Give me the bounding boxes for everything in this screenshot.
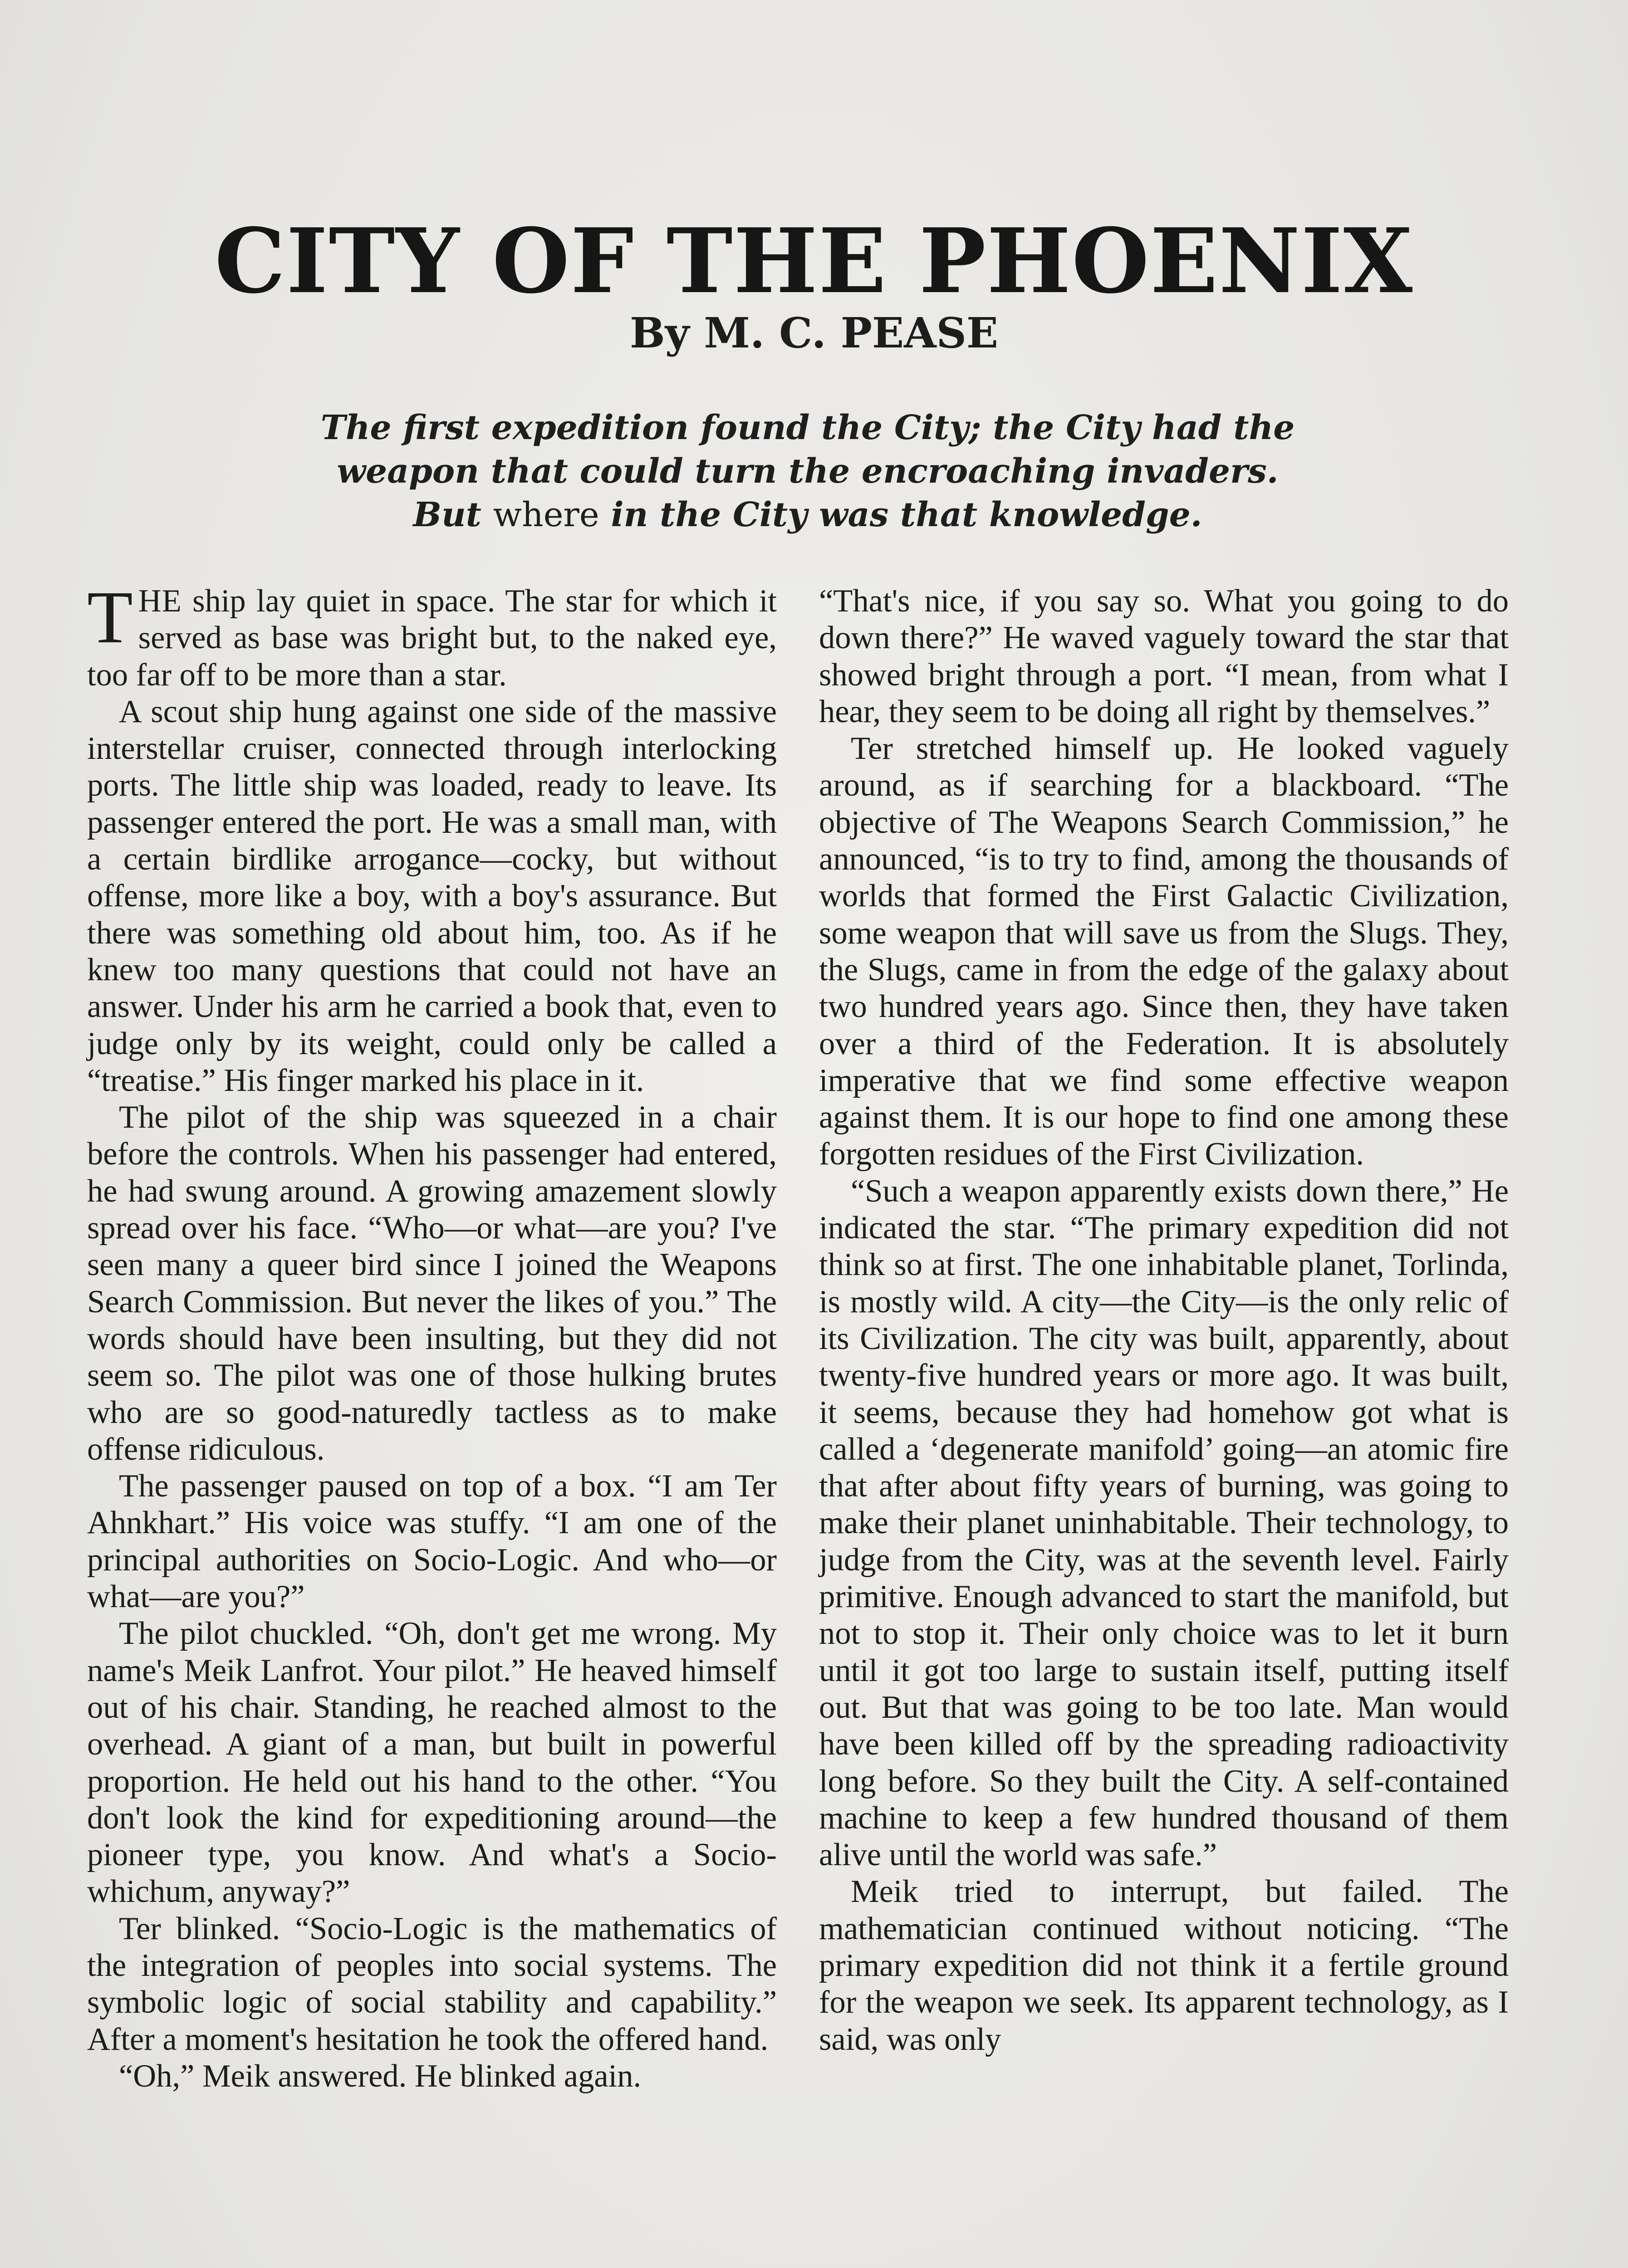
byline-author: M. C. PEASE xyxy=(704,308,999,357)
right-column xyxy=(819,583,1509,2058)
teaser-line-3-pre: But xyxy=(413,495,481,534)
left-column xyxy=(87,576,777,2095)
paragraph: Meik tried to interrupt, but failed. The mathematician continued without noticing. “The primary expedition did not think it a fertile ground for the weapon we seek. Its apparent technology, as I said, was only xyxy=(819,1874,1509,2057)
paragraph: Ter stretched himself up. He looked vaguely around, as if searching for a blackboard. “The objective of The Weapons Search Commission,” he announced, “is to try to find, among the thousands of worlds that formed the First Galactic Civilization, some weapon that will save us from the Slugs. They, the Slugs, came in from the edge of the galaxy about two hundred years ago. Since then, they have taken over a third of the Federation. It is absolutely imperative that we find some effective weapon against them. It is our hope to find one among these forgotten residues of the First Civilization. xyxy=(819,731,1509,1172)
paragraph: The pilot chuckled. “Oh, don't get me wrong. My name's Meik Lanfrot. Your pilot.” He heaved himself out of his chair. Standing, he reached almost to the overhead. A giant of a man, but built in powerful proportion. He held out his hand to the other. “You don't look the kind for expeditioning around—the pioneer type, you know. And what's a Socio-whichum, anyway?” xyxy=(87,1616,777,1910)
teaser-line-3-mid: where xyxy=(493,495,599,534)
paragraph: A scout ship hung against one side of the massive interstellar cruiser, connected through interlocking ports. The little ship was loaded, ready to leave. Its passenger entered the port. He was a small man, with a certain birdlike arrogance—cocky, but without offense, more like a boy, with a boy's assurance. But there was something old about him, too. As if he knew too many questions that could not have an answer. Under his arm he carried a book that, even to judge only by its weight, could only be called a “treatise.” His finger marked his place in it. xyxy=(87,694,777,1098)
paragraph: “Such a weapon apparently exists down there,” He indicated the star. “The primary expedition did not think so at first. The one inhabitable planet, Torlinda, is mostly wild. A city—the City—is the only relic of its Civilization. The city was built, apparently, about twenty-five hundred years or more ago. It was built, it seems, because they had homehow got what is called a ‘degenerate manifold’ going—an atomic fire that after about fifty years of burning, was going to make their planet uninhabitable. Their technology, to judge from the City, was at the seventh level. Fairly primitive. Enough advanced to start the manifold, but not to stop it. Their only choice was to let it burn until it got too large to sustain itself, putting itself out. But that was going to be too late. Man would have been killed off by the spreading radioactivity long before. So they built the City. A self-contained machine to keep a few hundred thousand of them alive until the world was safe.” xyxy=(819,1173,1509,1873)
paragraph: “Oh,” Meik answered. He blinked again. xyxy=(119,2058,642,2094)
teaser-line-3 xyxy=(318,493,1298,537)
paragraph: The pilot of the ship was squeezed in a chair before the controls. When his passenger had entered, he had swung around. A growing amazement slowly spread over his face. “Who—or what—are you? I've seen many a queer bird since I joined the Weapons Search Commission. But never the likes of you.” The words should have been insulting, but they did not seem so. The pilot was one of those hulking brutes who are so good-naturedly tactless as to make offense ridiculous. xyxy=(87,1100,777,1467)
story-teaser xyxy=(318,406,1298,537)
paragraph-text: ship lay quiet in space. The star for which it served as base was bright but, to the naked eye, too far off to be more than a star. xyxy=(87,583,777,693)
paragraph: The passenger paused on top of a box. “I am Ter Ahnkhart.” His voice was stuffy. “I am one of the principal authorities on Socio-Logic. And who—or what—are you?” xyxy=(87,1468,777,1615)
teaser-line-3-post: in the City was that knowledge. xyxy=(611,495,1202,534)
byline xyxy=(0,308,1628,357)
byline-by: By xyxy=(629,308,690,357)
teaser-line-2: weapon that could turn the encroaching invaders. xyxy=(337,452,1279,491)
teaser-line-1: The first expedition found the City; the City had the xyxy=(320,408,1295,447)
paragraph: Ter blinked. “Socio-Logic is the mathematics of the integration of peoples into social systems. The symbolic logic of social stability and capability.” After a moment's hesitation he took the offered hand. xyxy=(87,1911,777,2057)
story-title: CITY OF THE PHOENIX xyxy=(214,209,1414,314)
paragraph: “That's nice, if you say so. What you going to do down there?” He waved vaguely toward the star that showed bright through a port. “I mean, from what I hear, they seem to be doing all right by themselves.” xyxy=(819,583,1509,729)
paragraph xyxy=(87,576,777,694)
drop-cap: T xyxy=(87,576,133,659)
lead-in: HE xyxy=(138,583,182,619)
